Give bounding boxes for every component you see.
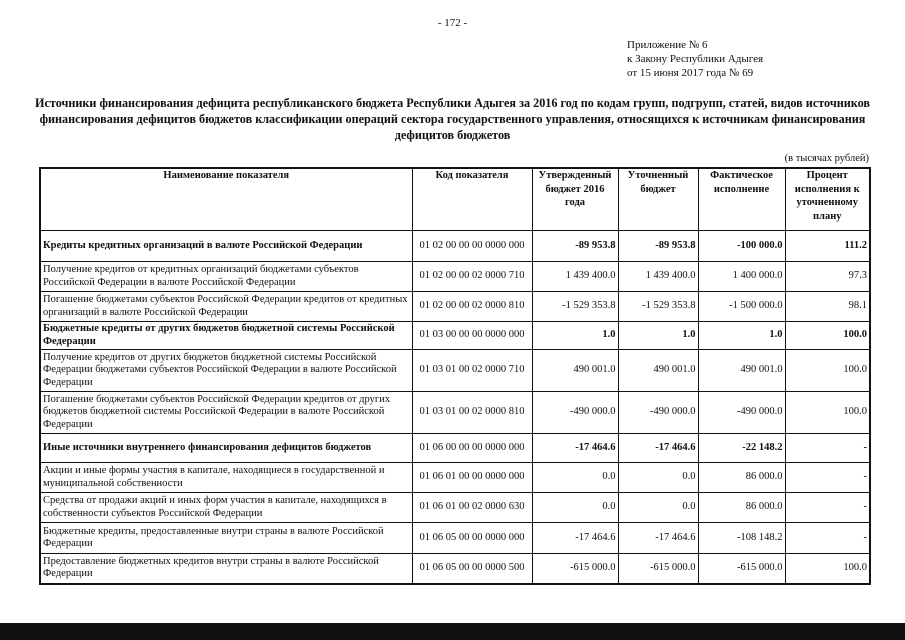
header-percent: Процент исполнения к уточненному плану xyxy=(785,168,870,231)
table-row xyxy=(40,523,870,554)
row-approved: -1 529 353.8 xyxy=(532,292,618,322)
row-percent: 100.0 xyxy=(785,392,870,434)
header-name: Наименование показателя xyxy=(40,168,412,231)
row-actual: 490 001.0 xyxy=(698,350,785,392)
row-code: 01 02 00 00 02 0000 710 xyxy=(412,262,532,292)
header-approved: Утвержденный бюджет 2016 года xyxy=(532,168,618,231)
row-code: 01 06 05 00 00 0000 500 xyxy=(412,554,532,584)
appendix-note xyxy=(627,38,763,80)
row-approved: -490 000.0 xyxy=(532,392,618,434)
row-actual: -108 148.2 xyxy=(698,523,785,554)
units-note: (в тысячах рублей) xyxy=(784,153,869,164)
row-code: 01 03 01 00 02 0000 810 xyxy=(412,392,532,434)
table-row xyxy=(40,350,870,392)
row-code: 01 02 00 00 02 0000 810 xyxy=(412,292,532,322)
table-row xyxy=(40,554,870,584)
row-code: 01 06 01 00 02 0000 630 xyxy=(412,493,532,523)
row-actual: -490 000.0 xyxy=(698,392,785,434)
row-approved: 0.0 xyxy=(532,463,618,493)
row-percent: 100.0 xyxy=(785,554,870,584)
table-row xyxy=(40,493,870,523)
financing-sources-table xyxy=(39,167,871,585)
row-actual: -22 148.2 xyxy=(698,434,785,463)
row-revised: -490 000.0 xyxy=(618,392,698,434)
table-row xyxy=(40,231,870,262)
row-approved: 1.0 xyxy=(532,322,618,350)
row-percent: 97.3 xyxy=(785,262,870,292)
table-row xyxy=(40,262,870,292)
header-actual: Фактическое исполнение xyxy=(698,168,785,231)
row-name: Погашение бюджетами субъектов Российской Федерации кредитов от других бюджетов бюджетной системы Российской Федерации в валюте Российской Федерации xyxy=(40,392,412,434)
row-revised: -615 000.0 xyxy=(618,554,698,584)
table-row xyxy=(40,292,870,322)
row-code: 01 06 05 00 00 0000 000 xyxy=(412,523,532,554)
row-revised: 490 001.0 xyxy=(618,350,698,392)
table-header-row xyxy=(40,168,870,231)
appendix-line-1: Приложение № 6 xyxy=(627,39,708,51)
row-revised: 0.0 xyxy=(618,493,698,523)
row-code: 01 06 00 00 00 0000 000 xyxy=(412,434,532,463)
row-revised: -17 464.6 xyxy=(618,434,698,463)
row-percent: - xyxy=(785,523,870,554)
row-code: 01 06 01 00 00 0000 000 xyxy=(412,463,532,493)
row-actual: 86 000.0 xyxy=(698,463,785,493)
row-name: Средства от продажи акций и иных форм участия в капитале, находящихся в собственности субъектов Российской Федерации xyxy=(40,493,412,523)
row-approved: -17 464.6 xyxy=(532,434,618,463)
row-revised: 0.0 xyxy=(618,463,698,493)
row-approved: 1 439 400.0 xyxy=(532,262,618,292)
table-row xyxy=(40,434,870,463)
table-row xyxy=(40,392,870,434)
table-row xyxy=(40,322,870,350)
row-name: Кредиты кредитных организаций в валюте Российской Федерации xyxy=(40,231,412,262)
row-name: Получение кредитов от других бюджетов бюджетной системы Российской Федерации бюджетами субъектов Российской Федерации в валюте Российской Федерации xyxy=(40,350,412,392)
page-number: - 172 - xyxy=(437,17,468,29)
appendix-line-3: от 15 июня 2017 года № 69 xyxy=(627,67,754,79)
row-name: Предоставление бюджетных кредитов внутри страны в валюте Российской Федерации xyxy=(40,554,412,584)
row-actual: 86 000.0 xyxy=(698,493,785,523)
row-approved: 490 001.0 xyxy=(532,350,618,392)
document-title: Источники финансирования дефицита республиканского бюджета Республики Адыгея за 2016 год по кодам групп, подгрупп, статей, видов источников финансирования дефицитов бюджетов классификации операций сектора государственного управления, относящихся к источникам финансирования дефицитов бюджетов xyxy=(34,96,870,142)
row-name: Бюджетные кредиты от других бюджетов бюджетной системы Российской Федерации xyxy=(40,322,412,350)
row-percent: 100.0 xyxy=(785,322,870,350)
row-revised: 1.0 xyxy=(618,322,698,350)
row-percent: 100.0 xyxy=(785,350,870,392)
row-name: Получение кредитов от кредитных организаций бюджетами субъектов Российской Федерации в валюте Российской Федерации xyxy=(40,262,412,292)
header-revised: Уточненный бюджет xyxy=(618,168,698,231)
header-code: Код показателя xyxy=(412,168,532,231)
row-code: 01 03 01 00 02 0000 710 xyxy=(412,350,532,392)
row-approved: -17 464.6 xyxy=(532,523,618,554)
row-approved: 0.0 xyxy=(532,493,618,523)
row-code: 01 03 00 00 00 0000 000 xyxy=(412,322,532,350)
row-name: Акции и иные формы участия в капитале, находящиеся в государственной и муниципальной собственности xyxy=(40,463,412,493)
row-name: Иные источники внутреннего финансирования дефицитов бюджетов xyxy=(40,434,412,463)
row-actual: 1.0 xyxy=(698,322,785,350)
row-revised: 1 439 400.0 xyxy=(618,262,698,292)
scan-bottom-edge xyxy=(0,623,905,640)
row-percent: 111.2 xyxy=(785,231,870,262)
row-actual: 1 400 000.0 xyxy=(698,262,785,292)
row-name: Бюджетные кредиты, предоставленные внутри страны в валюте Российской Федерации xyxy=(40,523,412,554)
row-percent: - xyxy=(785,434,870,463)
row-approved: -615 000.0 xyxy=(532,554,618,584)
row-percent: - xyxy=(785,493,870,523)
row-revised: -17 464.6 xyxy=(618,523,698,554)
row-actual: -100 000.0 xyxy=(698,231,785,262)
row-revised: -89 953.8 xyxy=(618,231,698,262)
row-actual: -615 000.0 xyxy=(698,554,785,584)
row-actual: -1 500 000.0 xyxy=(698,292,785,322)
row-approved: -89 953.8 xyxy=(532,231,618,262)
row-name: Погашение бюджетами субъектов Российской Федерации кредитов от кредитных организаций в валюте Российской Федерации xyxy=(40,292,412,322)
row-code: 01 02 00 00 00 0000 000 xyxy=(412,231,532,262)
row-revised: -1 529 353.8 xyxy=(618,292,698,322)
row-percent: - xyxy=(785,463,870,493)
row-percent: 98.1 xyxy=(785,292,870,322)
table-row xyxy=(40,463,870,493)
appendix-line-2: к Закону Республики Адыгея xyxy=(627,53,764,65)
